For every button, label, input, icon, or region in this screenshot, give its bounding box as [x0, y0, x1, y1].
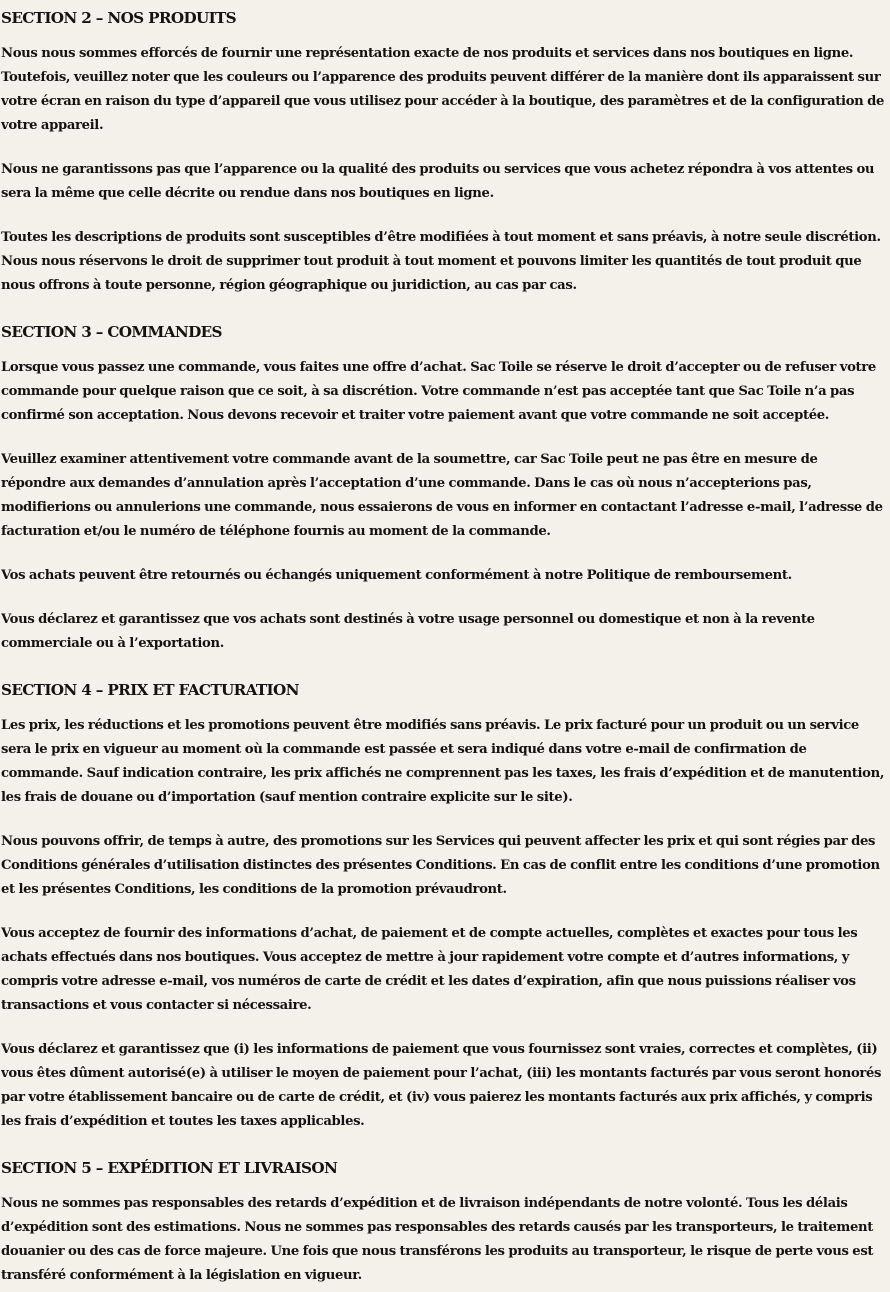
paragraph [1, 922, 890, 1018]
text-line: transactions et vous contacter si nécessaire. [1, 998, 312, 1013]
text-line: Nous nous sommes efforcés de fournir une représentation exacte de nos produits et services dans nos boutiques en ligne. [1, 46, 854, 61]
section-3 [1, 318, 890, 656]
text-line: votre écran en raison du type d’appareil que vous utilisez pour accéder à la boutique, des paramètres et de la configuration de [1, 94, 885, 109]
text-line: par votre établissement bancaire ou de carte de crédit, et (iv) vous paierez les montants facturés aux prix affichés, y compris [1, 1090, 873, 1105]
text-line: Toutefois, veuillez noter que les couleurs ou l’apparence des produits peuvent différer de la manière dont ils apparaissent sur [1, 70, 881, 85]
section-2 [1, 4, 890, 298]
paragraph [1, 356, 890, 428]
text-line: confirmé son acceptation. Nous devons recevoir et traiter votre paiement avant que votre commande ne soit acceptée. [1, 408, 830, 423]
text-line: Vous déclarez et garantissez que (i) les informations de paiement que vous fournissez sont vraies, correctes et complètes, (ii) [1, 1042, 878, 1057]
text-line: les frais de douane ou d’importation (sauf mention contraire explicite sur le site). [1, 790, 573, 805]
text-line: Nous nous réservons le droit de supprimer tout produit à tout moment et pouvons limiter les quantités de tout produit que [1, 254, 862, 269]
text-line: d’expédition sont des estimations. Nous ne sommes pas responsables des retards causés par les transporteurs, le traitement [1, 1220, 873, 1235]
paragraph [1, 564, 890, 588]
text-line: Les prix, les réductions et les promotions peuvent être modifiés sans préavis. Le prix facturé pour un produit ou un service [1, 718, 859, 733]
paragraph [1, 1038, 890, 1134]
text-line: Lorsque vous passez une commande, vous faites une offre d’achat. Sac Toile se réserve le droit d’accepter ou de refuser votre [1, 360, 876, 375]
text-line: Toutes les descriptions de produits sont susceptibles d’être modifiées à tout moment et sans préavis, à notre seule discrétion. [1, 230, 881, 245]
text-line: commerciale ou à l’exportation. [1, 636, 224, 651]
text-line: votre appareil. [1, 118, 104, 133]
text-line: Vos achats peuvent être retournés ou échangés uniquement conformément à notre Politique de remboursement. [1, 568, 792, 583]
text-line: et les présentes Conditions, les conditions de la promotion prévaudront. [1, 882, 507, 897]
text-line: Nous pouvons offrir, de temps à autre, des promotions sur les Services qui peuvent affecter les prix et qui sont régies par des [1, 834, 876, 849]
text-line: commande pour quelque raison que ce soit, à sa discrétion. Votre commande n’est pas acceptée tant que Sac Toile n’a pas [1, 384, 855, 399]
text-line: vous êtes dûment autorisé(e) à utiliser le moyen de paiement pour l’achat, (iii) les montants facturés par vous seront honorés [1, 1066, 882, 1081]
text-line: Nous ne garantissons pas que l’apparence ou la qualité des produits ou services que vous achetez répondra à vos attentes ou [1, 162, 875, 177]
text-line: Vous déclarez et garantissez que vos achats sont destinés à votre usage personnel ou domestique et non à la revente [1, 612, 815, 627]
text-line: répondre aux demandes d’annulation après l’acceptation d’une commande. Dans le cas où nous n’accepterions pas, [1, 476, 812, 491]
section-title: SECTION 3 – COMMANDES [1, 323, 222, 341]
text-line: nous offrons à toute personne, région géographique ou juridiction, au cas par cas. [1, 278, 577, 293]
text-line: compris votre adresse e-mail, vos numéros de carte de crédit et les dates d’expiration, afin que nous puissions réaliser vos [1, 974, 856, 989]
text-line: facturation et/ou le numéro de téléphone fournis au moment de la commande. [1, 524, 551, 539]
text-line: achats effectués dans nos boutiques. Vous acceptez de mettre à jour rapidement votre compte et d’autres informations, y [1, 950, 850, 965]
section-title: SECTION 2 – NOS PRODUITS [1, 9, 237, 27]
section-4 [1, 676, 890, 1134]
text-line: commande. Sauf indication contraire, les prix affichés ne comprennent pas les taxes, les frais d’expédition et de manutention, [1, 766, 885, 781]
text-line: modifierions ou annulerions une commande, nous essaierons de vous en informer en contactant l’adresse e-mail, l’adresse de [1, 500, 883, 515]
text-line: Conditions générales d’utilisation distinctes des présentes Conditions. En cas de conflit entre les conditions d’une promotion [1, 858, 880, 873]
text-line: sera la même que celle décrite ou rendue dans nos boutiques en ligne. [1, 186, 494, 201]
paragraph [1, 42, 890, 138]
paragraph [1, 714, 890, 810]
section-title: SECTION 5 – EXPÉDITION ET LIVRAISON [1, 1159, 338, 1177]
paragraph [1, 1192, 890, 1288]
paragraph [1, 608, 890, 656]
text-line: sera le prix en vigueur au moment où la commande est passée et sera indiqué dans votre e-mail de confirmation de [1, 742, 807, 757]
text-line: les frais d’expédition et toutes les taxes applicables. [1, 1114, 365, 1129]
section-title: SECTION 4 – PRIX ET FACTURATION [1, 681, 299, 699]
text-line: Nous ne sommes pas responsables des retards d’expédition et de livraison indépendants de notre volonté. Tous les délais [1, 1196, 848, 1211]
paragraph [1, 158, 890, 206]
section-5 [1, 1154, 890, 1288]
text-line: douanier ou des cas de force majeure. Une fois que nous transférons les produits au transporteur, le risque de perte vous est [1, 1244, 874, 1259]
paragraph [1, 226, 890, 298]
paragraph [1, 448, 890, 544]
text-line: transféré conformément à la législation en vigueur. [1, 1268, 362, 1283]
text-line: Vous acceptez de fournir des informations d’achat, de paiement et de compte actuelles, complètes et exactes pour tous les [1, 926, 858, 941]
text-line: Veuillez examiner attentivement votre commande avant de la soumettre, car Sac Toile peut ne pas être en mesure de [1, 452, 818, 467]
paragraph [1, 830, 890, 902]
